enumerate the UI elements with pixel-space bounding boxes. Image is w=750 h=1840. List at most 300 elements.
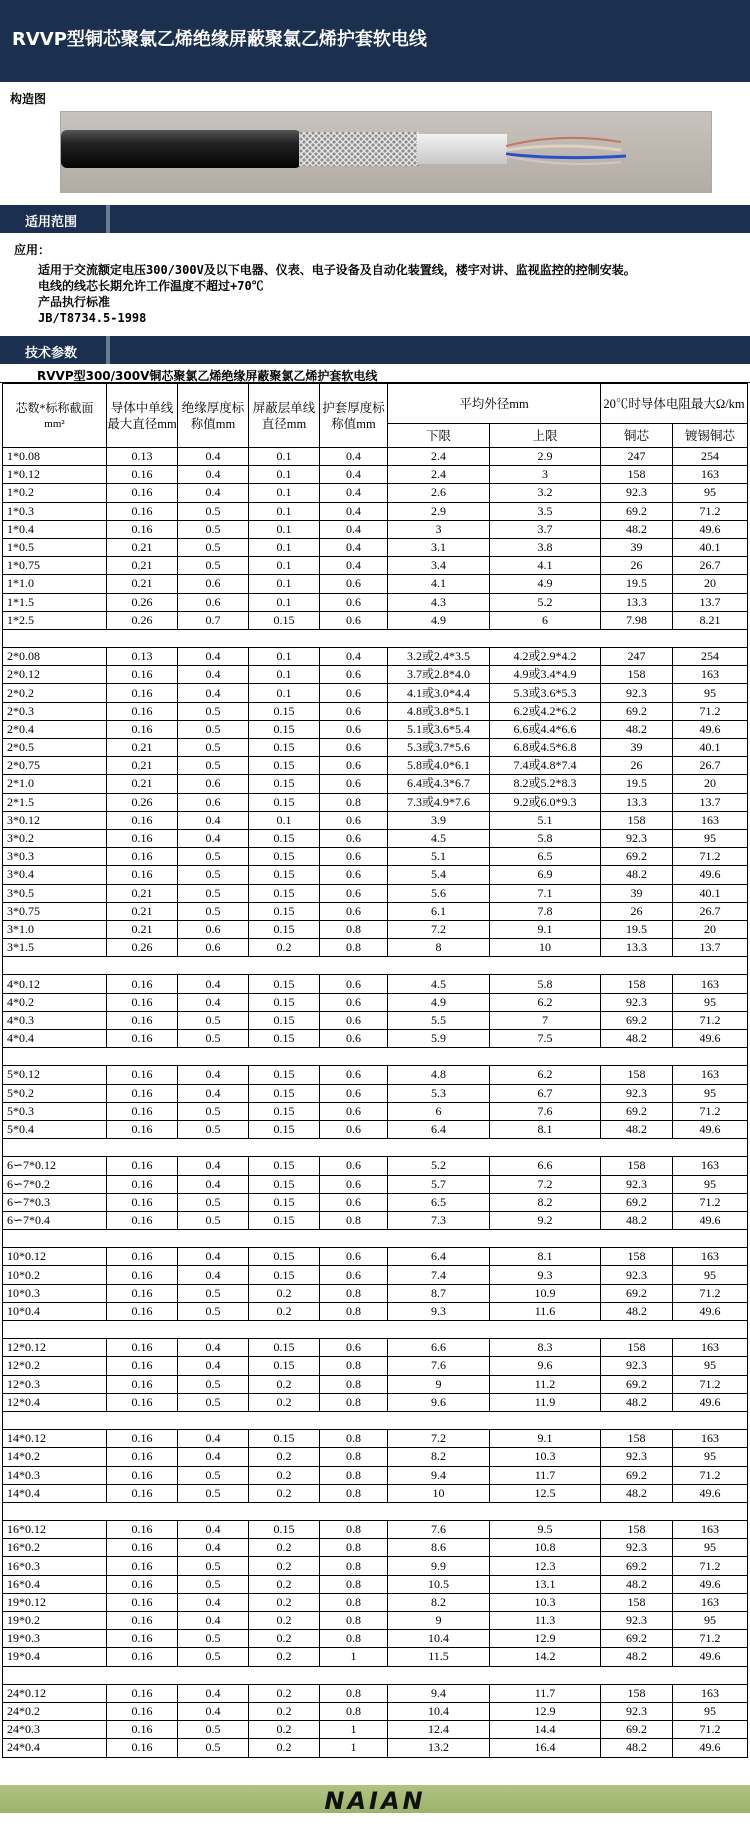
cell-conductor-dia: 0.16 <box>107 1066 178 1084</box>
cell-res-copper: 92.3 <box>601 1612 673 1630</box>
cell-core-size: 1*0.12 <box>3 466 107 484</box>
cell-res-copper: 19.5 <box>601 920 673 938</box>
cell-core-size: 19*0.3 <box>3 1630 107 1648</box>
cell-core-size: 4*0.4 <box>3 1030 107 1048</box>
table-spacer-row <box>3 1139 748 1157</box>
cell-shield-dia: 0.15 <box>249 993 320 1011</box>
table-row <box>3 648 748 666</box>
header-outer-diameter: 平均外径mm <box>388 384 601 424</box>
cell-res-tinned: 163 <box>673 1521 748 1539</box>
cell-core-size: 1*1.5 <box>3 593 107 611</box>
cell-core-size: 4*0.12 <box>3 975 107 993</box>
cell-sheath: 0.4 <box>320 520 388 538</box>
cell-od-high: 11.2 <box>490 1375 601 1393</box>
cell-res-copper: 13.3 <box>601 793 673 811</box>
cell-od-high: 16.4 <box>490 1739 601 1757</box>
cell-core-size: 10*0.2 <box>3 1266 107 1284</box>
cell-conductor-dia: 0.16 <box>107 1302 178 1320</box>
table-row <box>3 448 748 466</box>
cell-res-tinned: 71.2 <box>673 1630 748 1648</box>
cell-res-copper: 92.3 <box>601 1702 673 1720</box>
cell-sheath: 0.8 <box>320 1684 388 1702</box>
brand-logo: NAIAN <box>324 1787 426 1815</box>
cell-core-size: 1*0.08 <box>3 448 107 466</box>
cell-insulation: 0.4 <box>178 829 249 847</box>
cell-core-size: 5*0.12 <box>3 1066 107 1084</box>
cell-core-size: 3*0.3 <box>3 848 107 866</box>
cell-od-high: 5.8 <box>490 975 601 993</box>
table-row <box>3 1702 748 1720</box>
table-row <box>3 1084 748 1102</box>
cell-shield-dia: 0.1 <box>249 666 320 684</box>
cell-shield-dia: 0.15 <box>249 848 320 866</box>
cell-res-tinned: 95 <box>673 1266 748 1284</box>
cell-conductor-dia: 0.16 <box>107 1648 178 1666</box>
cell-core-size: 6∽7*0.4 <box>3 1211 107 1229</box>
cell-res-copper: 69.2 <box>601 702 673 720</box>
cell-core-size: 16*0.2 <box>3 1539 107 1557</box>
table-row <box>3 975 748 993</box>
cell-conductor-dia: 0.16 <box>107 1102 178 1120</box>
cell-conductor-dia: 0.21 <box>107 757 178 775</box>
cell-shield-dia: 0.1 <box>249 520 320 538</box>
cell-od-low: 9.4 <box>388 1684 490 1702</box>
cell-od-high: 10.9 <box>490 1284 601 1302</box>
cell-od-high: 11.9 <box>490 1393 601 1411</box>
header-conductor: 导体中单线最大直径mm <box>107 384 178 448</box>
table-row <box>3 739 748 757</box>
cell-shield-dia: 0.1 <box>249 593 320 611</box>
cell-res-tinned: 26.7 <box>673 757 748 775</box>
cell-core-size: 6∽7*0.2 <box>3 1175 107 1193</box>
cell-shield-dia: 0.2 <box>249 1484 320 1502</box>
cell-sheath: 0.6 <box>320 902 388 920</box>
cell-res-tinned: 71.2 <box>673 1557 748 1575</box>
cell-conductor-dia: 0.16 <box>107 1557 178 1575</box>
cell-sheath: 0.8 <box>320 1702 388 1720</box>
header-resistance: 20℃时导体电阻最大Ω/km <box>601 384 748 424</box>
table-row <box>3 848 748 866</box>
cell-conductor-dia: 0.16 <box>107 502 178 520</box>
cell-conductor-dia: 0.21 <box>107 739 178 757</box>
cell-od-low: 3.1 <box>388 538 490 556</box>
cell-res-copper: 48.2 <box>601 1648 673 1666</box>
cell-insulation: 0.7 <box>178 611 249 629</box>
cell-shield-dia: 0.15 <box>249 1030 320 1048</box>
cell-res-tinned: 71.2 <box>673 1011 748 1029</box>
cell-shield-dia: 0.2 <box>249 1593 320 1611</box>
cell-insulation: 0.4 <box>178 975 249 993</box>
cell-core-size: 6∽7*0.3 <box>3 1193 107 1211</box>
cell-shield-dia: 0.15 <box>249 866 320 884</box>
cell-conductor-dia: 0.16 <box>107 484 178 502</box>
table-row <box>3 993 748 1011</box>
cell-sheath: 0.6 <box>320 775 388 793</box>
cell-sheath: 0.6 <box>320 1066 388 1084</box>
cell-od-high: 9.2 <box>490 1211 601 1229</box>
cell-core-size: 3*0.5 <box>3 884 107 902</box>
cell-od-high: 6.5 <box>490 848 601 866</box>
cell-shield-dia: 0.2 <box>249 1721 320 1739</box>
table-row <box>3 720 748 738</box>
cell-core-size: 5*0.4 <box>3 1120 107 1138</box>
cell-shield-dia: 0.15 <box>249 775 320 793</box>
cell-conductor-dia: 0.21 <box>107 902 178 920</box>
cell-shield-dia: 0.2 <box>249 1575 320 1593</box>
cell-sheath: 0.6 <box>320 575 388 593</box>
table-row <box>3 793 748 811</box>
cell-insulation: 0.5 <box>178 1120 249 1138</box>
cell-res-copper: 69.2 <box>601 1557 673 1575</box>
table-row <box>3 1011 748 1029</box>
cell-res-tinned: 49.6 <box>673 1302 748 1320</box>
cell-res-tinned: 40.1 <box>673 739 748 757</box>
cell-shield-dia: 0.15 <box>249 884 320 902</box>
spacer-cell <box>3 1321 748 1339</box>
cell-od-low: 7.6 <box>388 1521 490 1539</box>
table-spacer-row <box>3 1048 748 1066</box>
cell-core-size: 14*0.3 <box>3 1466 107 1484</box>
cell-res-copper: 39 <box>601 884 673 902</box>
cell-insulation: 0.5 <box>178 1557 249 1575</box>
cell-od-low: 13.2 <box>388 1739 490 1757</box>
cell-sheath: 0.8 <box>320 1575 388 1593</box>
cell-res-tinned: 49.6 <box>673 1120 748 1138</box>
cell-res-copper: 158 <box>601 811 673 829</box>
cell-conductor-dia: 0.16 <box>107 1484 178 1502</box>
cell-sheath: 0.6 <box>320 975 388 993</box>
cell-conductor-dia: 0.16 <box>107 1430 178 1448</box>
cell-conductor-dia: 0.26 <box>107 593 178 611</box>
cell-shield-dia: 0.15 <box>249 611 320 629</box>
cell-insulation: 0.5 <box>178 1630 249 1648</box>
cell-shield-dia: 0.15 <box>249 1120 320 1138</box>
cell-od-high: 8.1 <box>490 1248 601 1266</box>
cell-sheath: 0.6 <box>320 1175 388 1193</box>
cell-shield-dia: 0.1 <box>249 484 320 502</box>
cell-res-copper: 247 <box>601 648 673 666</box>
cell-insulation: 0.5 <box>178 1375 249 1393</box>
cell-od-low: 4.3 <box>388 593 490 611</box>
cell-core-size: 2*1.0 <box>3 775 107 793</box>
table-row <box>3 502 748 520</box>
cell-res-tinned: 49.6 <box>673 1484 748 1502</box>
cell-insulation: 0.4 <box>178 648 249 666</box>
table-row <box>3 593 748 611</box>
cell-res-copper: 69.2 <box>601 1102 673 1120</box>
cell-insulation: 0.5 <box>178 884 249 902</box>
spacer-cell <box>3 1230 748 1248</box>
cell-shield-dia: 0.1 <box>249 538 320 556</box>
cell-shield-dia: 0.15 <box>249 1521 320 1539</box>
cell-sheath: 0.6 <box>320 611 388 629</box>
cell-conductor-dia: 0.16 <box>107 1375 178 1393</box>
cell-res-tinned: 95 <box>673 1084 748 1102</box>
cell-sheath: 0.8 <box>320 1521 388 1539</box>
cell-core-size: 16*0.4 <box>3 1575 107 1593</box>
cell-insulation: 0.5 <box>178 1739 249 1757</box>
cell-res-copper: 48.2 <box>601 520 673 538</box>
cell-res-tinned: 49.6 <box>673 866 748 884</box>
cell-shield-dia: 0.1 <box>249 575 320 593</box>
cell-core-size: 1*0.4 <box>3 520 107 538</box>
cell-shield-dia: 0.1 <box>249 466 320 484</box>
cell-insulation: 0.5 <box>178 866 249 884</box>
cell-core-size: 3*0.2 <box>3 829 107 847</box>
cell-conductor-dia: 0.16 <box>107 1393 178 1411</box>
cell-insulation: 0.5 <box>178 1484 249 1502</box>
cell-sheath: 0.8 <box>320 1539 388 1557</box>
table-row <box>3 466 748 484</box>
cell-od-low: 6.4 <box>388 1120 490 1138</box>
cell-res-tinned: 163 <box>673 466 748 484</box>
cell-insulation: 0.5 <box>178 739 249 757</box>
cell-od-high: 12.5 <box>490 1484 601 1502</box>
cell-conductor-dia: 0.16 <box>107 975 178 993</box>
cell-shield-dia: 0.15 <box>249 702 320 720</box>
cell-conductor-dia: 0.21 <box>107 775 178 793</box>
cell-shield-dia: 0.15 <box>249 1193 320 1211</box>
cell-res-copper: 158 <box>601 1684 673 1702</box>
cell-od-high: 4.9 <box>490 575 601 593</box>
cell-od-low: 5.2 <box>388 1157 490 1175</box>
cell-core-size: 10*0.3 <box>3 1284 107 1302</box>
cell-sheath: 0.4 <box>320 466 388 484</box>
cell-shield-dia: 0.2 <box>249 1702 320 1720</box>
cell-od-low: 7.4 <box>388 1266 490 1284</box>
cell-insulation: 0.4 <box>178 1357 249 1375</box>
cell-od-low: 4.5 <box>388 829 490 847</box>
cell-res-tinned: 163 <box>673 1684 748 1702</box>
cell-insulation: 0.5 <box>178 1284 249 1302</box>
cell-core-size: 1*0.5 <box>3 538 107 556</box>
cell-shield-dia: 0.15 <box>249 793 320 811</box>
cell-od-low: 10.4 <box>388 1702 490 1720</box>
cell-res-tinned: 71.2 <box>673 1193 748 1211</box>
cell-insulation: 0.5 <box>178 502 249 520</box>
cell-shield-dia: 0.15 <box>249 829 320 847</box>
cell-sheath: 0.6 <box>320 1157 388 1175</box>
cell-core-size: 4*0.3 <box>3 1011 107 1029</box>
cell-res-tinned: 13.7 <box>673 593 748 611</box>
cell-od-high: 7.1 <box>490 884 601 902</box>
cell-od-low: 9.4 <box>388 1466 490 1484</box>
cell-od-low: 2.4 <box>388 466 490 484</box>
cell-shield-dia: 0.1 <box>249 648 320 666</box>
cell-res-copper: 48.2 <box>601 1484 673 1502</box>
table-row <box>3 757 748 775</box>
cell-res-tinned: 163 <box>673 666 748 684</box>
structure-label: 构造图 <box>10 92 47 106</box>
table-spacer-row <box>3 629 748 647</box>
cell-insulation: 0.5 <box>178 557 249 575</box>
cell-od-high: 14.4 <box>490 1721 601 1739</box>
table-row <box>3 829 748 847</box>
cell-od-low: 5.8或4.0*6.1 <box>388 757 490 775</box>
cell-res-tinned: 20 <box>673 575 748 593</box>
cell-conductor-dia: 0.21 <box>107 538 178 556</box>
cell-res-copper: 19.5 <box>601 575 673 593</box>
cell-sheath: 0.6 <box>320 1030 388 1048</box>
table-row <box>3 575 748 593</box>
spacer-cell <box>3 629 748 647</box>
cell-res-copper: 69.2 <box>601 1721 673 1739</box>
cell-res-tinned: 20 <box>673 775 748 793</box>
cell-sheath: 0.4 <box>320 484 388 502</box>
cell-res-copper: 69.2 <box>601 502 673 520</box>
cell-core-size: 3*0.4 <box>3 866 107 884</box>
cell-res-copper: 19.5 <box>601 775 673 793</box>
cell-od-low: 9 <box>388 1375 490 1393</box>
cell-res-tinned: 163 <box>673 1339 748 1357</box>
table-row <box>3 1066 748 1084</box>
cell-od-low: 7.3 <box>388 1211 490 1229</box>
cell-sheath: 0.8 <box>320 1593 388 1611</box>
cell-res-tinned: 49.6 <box>673 1648 748 1666</box>
cell-shield-dia: 0.2 <box>249 1539 320 1557</box>
cell-od-high: 3.2 <box>490 484 601 502</box>
cell-sheath: 0.8 <box>320 1211 388 1229</box>
spec-table-body <box>3 448 748 1758</box>
cell-res-tinned: 8.21 <box>673 611 748 629</box>
cell-core-size: 14*0.12 <box>3 1430 107 1448</box>
table-row <box>3 1302 748 1320</box>
cell-res-copper: 69.2 <box>601 1630 673 1648</box>
table-row <box>3 811 748 829</box>
cell-conductor-dia: 0.16 <box>107 1739 178 1757</box>
cell-conductor-dia: 0.16 <box>107 666 178 684</box>
cell-res-tinned: 40.1 <box>673 538 748 556</box>
cell-res-copper: 39 <box>601 538 673 556</box>
spacer-cell <box>3 1048 748 1066</box>
cell-sheath: 0.8 <box>320 1284 388 1302</box>
cell-shield-dia: 0.15 <box>249 1339 320 1357</box>
cell-core-size: 19*0.2 <box>3 1612 107 1630</box>
cell-shield-dia: 0.1 <box>249 811 320 829</box>
cell-insulation: 0.4 <box>178 684 249 702</box>
cell-od-high: 6.6 <box>490 1157 601 1175</box>
cell-insulation: 0.5 <box>178 1302 249 1320</box>
cell-insulation: 0.4 <box>178 1266 249 1284</box>
tech-bar <box>0 336 750 364</box>
cell-shield-dia: 0.15 <box>249 1084 320 1102</box>
cell-od-low: 6 <box>388 1102 490 1120</box>
cell-conductor-dia: 0.16 <box>107 1284 178 1302</box>
cell-res-copper: 48.2 <box>601 1120 673 1138</box>
cell-sheath: 0.8 <box>320 920 388 938</box>
cell-res-tinned: 49.6 <box>673 1739 748 1757</box>
cell-insulation: 0.5 <box>178 1466 249 1484</box>
cell-od-high: 3.5 <box>490 502 601 520</box>
cell-core-size: 24*0.2 <box>3 1702 107 1720</box>
cell-conductor-dia: 0.21 <box>107 884 178 902</box>
cell-shield-dia: 0.2 <box>249 1630 320 1648</box>
cell-od-high: 7 <box>490 1011 601 1029</box>
cell-od-low: 4.8 <box>388 1066 490 1084</box>
cell-shield-dia: 0.15 <box>249 902 320 920</box>
cell-res-tinned: 95 <box>673 684 748 702</box>
cell-sheath: 0.8 <box>320 1375 388 1393</box>
cell-insulation: 0.5 <box>178 720 249 738</box>
table-row <box>3 1175 748 1193</box>
cell-res-copper: 92.3 <box>601 1266 673 1284</box>
cell-od-high: 4.1 <box>490 557 601 575</box>
cell-res-copper: 48.2 <box>601 1575 673 1593</box>
cell-res-tinned: 95 <box>673 1539 748 1557</box>
table-row <box>3 666 748 684</box>
cell-shield-dia: 0.15 <box>249 1066 320 1084</box>
cell-od-low: 5.3或3.7*5.6 <box>388 739 490 757</box>
header-copper: 铜芯 <box>601 424 673 448</box>
cell-res-tinned: 163 <box>673 1066 748 1084</box>
cell-sheath: 0.6 <box>320 757 388 775</box>
cell-sheath: 0.8 <box>320 1393 388 1411</box>
cell-shield-dia: 0.1 <box>249 557 320 575</box>
header-core: 芯数*标称截面 mm² <box>3 384 107 448</box>
table-row <box>3 920 748 938</box>
cell-conductor-dia: 0.16 <box>107 1120 178 1138</box>
cell-sheath: 0.6 <box>320 866 388 884</box>
cell-shield-dia: 0.2 <box>249 1302 320 1320</box>
cell-od-low: 2.9 <box>388 502 490 520</box>
cell-res-copper: 39 <box>601 739 673 757</box>
cell-sheath: 0.4 <box>320 557 388 575</box>
cell-core-size: 19*0.4 <box>3 1648 107 1666</box>
cell-insulation: 0.4 <box>178 448 249 466</box>
header-tinned: 镀锡铜芯 <box>673 424 748 448</box>
scope-line: JB/T8734.5-1998 <box>38 311 147 325</box>
cell-shield-dia: 0.15 <box>249 1357 320 1375</box>
cell-od-high: 7.4或4.8*7.4 <box>490 757 601 775</box>
cell-od-high: 6.6或4.4*6.6 <box>490 720 601 738</box>
cell-insulation: 0.4 <box>178 1339 249 1357</box>
cell-od-low: 7.2 <box>388 1430 490 1448</box>
cell-res-copper: 158 <box>601 1248 673 1266</box>
cell-sheath: 0.6 <box>320 1248 388 1266</box>
cell-res-copper: 247 <box>601 448 673 466</box>
cell-od-low: 3.7或2.8*4.0 <box>388 666 490 684</box>
cell-res-tinned: 95 <box>673 1612 748 1630</box>
cell-core-size: 1*1.0 <box>3 575 107 593</box>
cell-sheath: 0.8 <box>320 1630 388 1648</box>
cell-od-high: 12.9 <box>490 1702 601 1720</box>
cell-sheath: 0.8 <box>320 1557 388 1575</box>
table-row <box>3 557 748 575</box>
cell-res-tinned: 163 <box>673 1430 748 1448</box>
table-row <box>3 1284 748 1302</box>
spacer-cell <box>3 1502 748 1520</box>
table-row <box>3 1266 748 1284</box>
cell-res-copper: 69.2 <box>601 848 673 866</box>
cell-res-tinned: 254 <box>673 448 748 466</box>
cell-res-tinned: 163 <box>673 1157 748 1175</box>
cell-insulation: 0.5 <box>178 848 249 866</box>
cell-od-low: 5.6 <box>388 884 490 902</box>
table-row <box>3 1521 748 1539</box>
cell-res-tinned: 71.2 <box>673 1466 748 1484</box>
table-row <box>3 902 748 920</box>
table-row <box>3 1484 748 1502</box>
cell-conductor-dia: 0.16 <box>107 1630 178 1648</box>
cell-conductor-dia: 0.16 <box>107 1266 178 1284</box>
cell-res-copper: 7.98 <box>601 611 673 629</box>
cell-od-high: 11.3 <box>490 1612 601 1630</box>
cell-res-tinned: 163 <box>673 811 748 829</box>
table-row <box>3 1539 748 1557</box>
cell-insulation: 0.4 <box>178 1066 249 1084</box>
cell-od-low: 8 <box>388 939 490 957</box>
cell-sheath: 0.6 <box>320 848 388 866</box>
